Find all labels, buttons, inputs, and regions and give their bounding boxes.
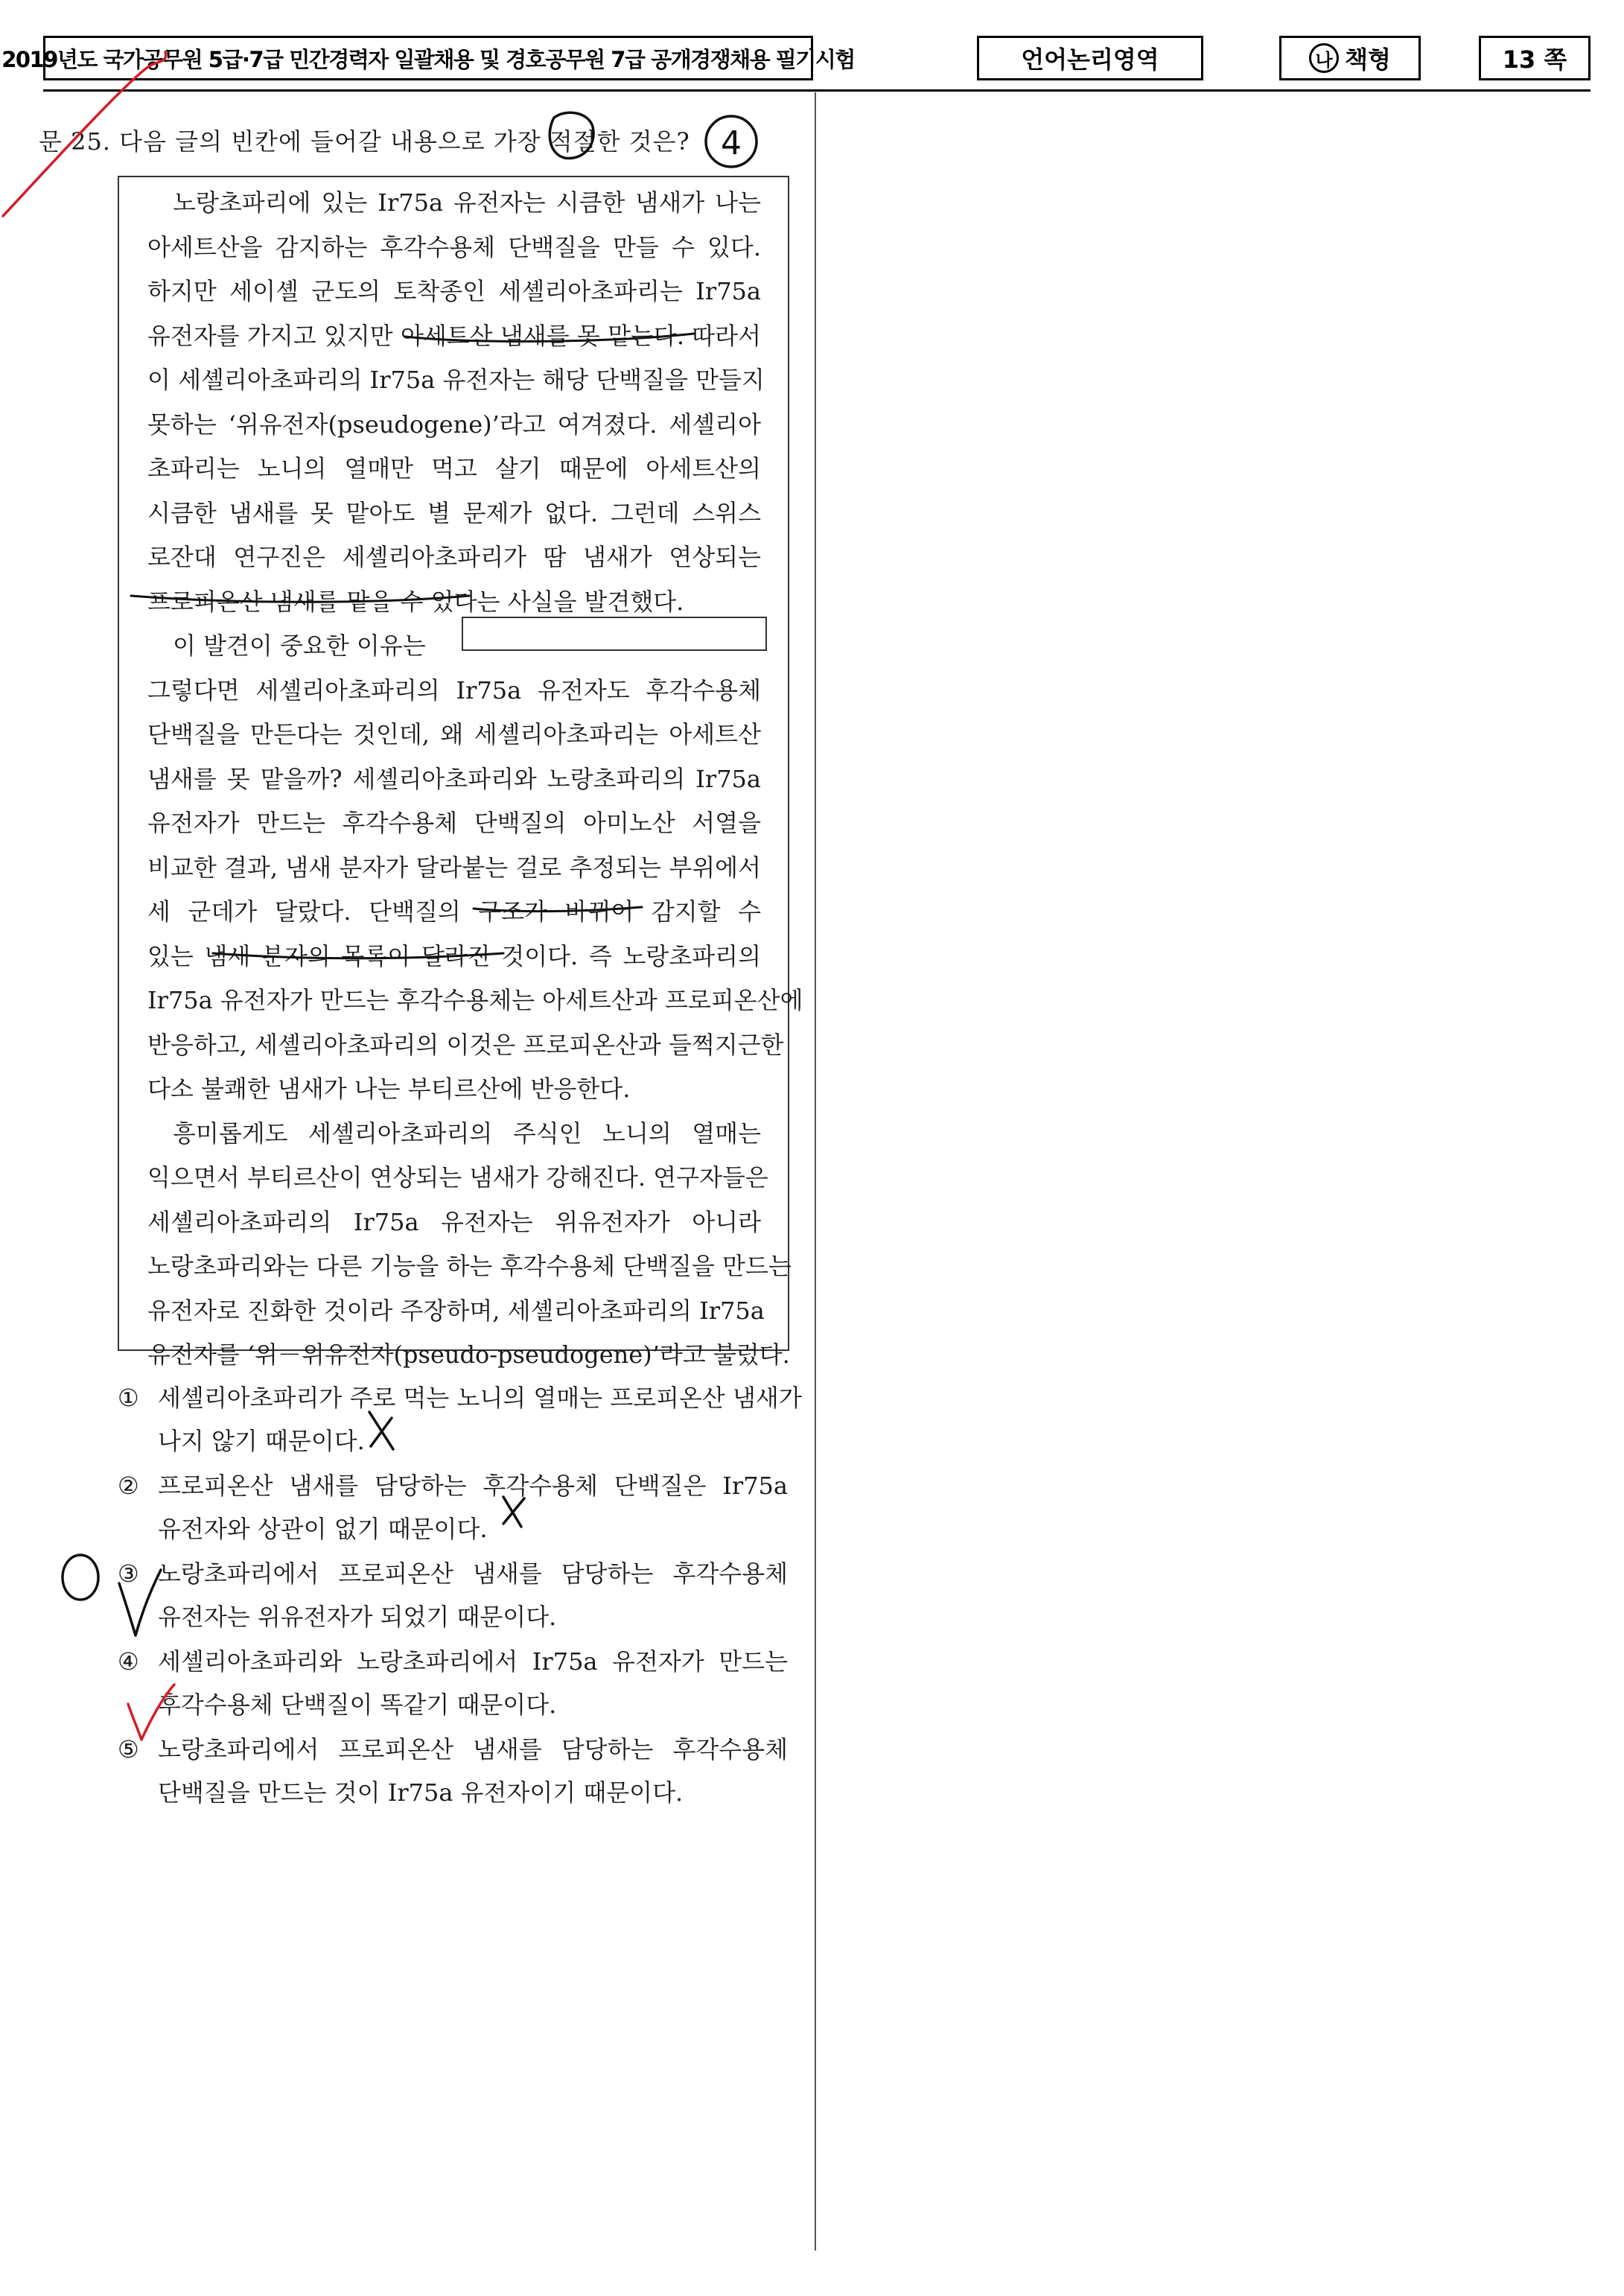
exam-title — [1, 36, 855, 80]
passage-line: 하지만 세이셸 군도의 토착종인 세셸리아초파리는 Ir75a — [147, 277, 761, 305]
choice-number: ⑤ — [118, 1735, 139, 1764]
choice-text-line-2: 단백질을 만드는 것이 Ir75a 유전자이기 때문이다. — [158, 1778, 684, 1807]
passage-line: 그렇다면 세셸리아초파리의 Ir75a 유전자도 후각수용체 — [147, 675, 761, 705]
passage-line: 초파리는 노니의 열매만 먹고 살기 때문에 아세트산의 — [147, 454, 761, 483]
choice-text-line-2: 나지 않기 때문이다. — [158, 1427, 365, 1455]
passage-line: 세셸리아초파리의 Ir75a 유전자는 위유전자가 아니라 — [147, 1207, 761, 1236]
booklet-type — [1279, 36, 1421, 80]
circle-mark-choice-3 — [63, 1555, 98, 1600]
passage-line: 다소 불쾌한 냄새가 나는 부티르산에 반응한다. — [147, 1075, 631, 1103]
column-divider — [815, 92, 816, 2251]
header-divider — [43, 89, 1590, 92]
passage-line: 익으면서 부티르산이 연상되는 냄새가 강해진다. 연구자들은 — [147, 1163, 768, 1192]
passage-line: 프로피온산 냄새를 맡을 수 있다는 사실을 발견했다. — [147, 587, 684, 616]
passage-line: 이 세셸리아초파리의 Ir75a 유전자는 해당 단백질을 만들지 — [147, 366, 765, 394]
section-label — [977, 36, 1203, 80]
choice-number: ④ — [118, 1647, 139, 1676]
passage-line: 단백질을 만든다는 것인데, 왜 세셸리아초파리는 아세트산 — [147, 720, 761, 748]
passage-box — [118, 176, 803, 1369]
passage-line: 유전자를 ‘위－위유전자(pseudo-pseudogene)’라고 불렀다. — [147, 1341, 790, 1369]
exam-title-text: 2019년도 국가공무원 5급·7급 민간경력자 일괄채용 및 경호공무원 7급 공개경쟁채용 필기시험 — [1, 46, 855, 72]
booklet-mark: 나 — [1309, 43, 1339, 73]
page-number — [1479, 36, 1590, 80]
choice-text-line-1: 세셸리아초파리가 주로 먹는 노니의 열매는 프로피온산 냄새가 — [158, 1384, 802, 1412]
passage-line: 냄새를 못 맡을까? 세셸리아초파리와 노랑초파리의 Ir75a — [147, 764, 761, 793]
passage-line: 못하는 ‘위유전자(pseudogene)’라고 여겨졌다. 세셸리아 — [147, 410, 761, 439]
booklet-suffix: 책형 — [1345, 45, 1391, 74]
passage-line: 노랑초파리와는 다른 기능을 하는 후각수용체 단백질을 만드는 — [147, 1252, 792, 1280]
choice-text-line-1: 노랑초파리에서 프로피온산 냄새를 담당하는 후각수용체 — [158, 1735, 788, 1764]
passage-line: 있는 냄새 분자의 목록이 달라진 것이다. 즉 노랑초파리의 — [147, 941, 761, 970]
passage-line: 시큼한 냄새를 못 맡아도 별 문제가 없다. 그런데 스위스 — [147, 498, 761, 527]
passage-line: 노랑초파리에 있는 Ir75a 유전자는 시큼한 냄새가 나는 — [173, 188, 761, 217]
blank-lead-in: 이 발견이 중요한 이유는 — [173, 632, 426, 660]
choice-text-line-2: 유전자는 위유전자가 되었기 때문이다. — [158, 1603, 557, 1631]
passage-line: 로잔대 연구진은 세셸리아초파리가 땀 냄새가 연상되는 — [147, 543, 761, 571]
answer-blank — [462, 617, 767, 651]
passage-line: Ir75a 유전자가 만드는 후각수용체는 아세트산과 프로피온산에 — [147, 986, 803, 1014]
choice-text-line-2: 유전자와 상관이 없기 때문이다. — [158, 1515, 488, 1543]
choice-text-line-2: 후각수용체 단백질이 똑같기 때문이다. — [158, 1691, 557, 1719]
question-number: 문 25. — [39, 127, 111, 156]
question-stem — [39, 124, 806, 159]
passage-line: 유전자로 진화한 것이라 주장하며, 세셸리아초파리의 Ir75a — [147, 1296, 765, 1325]
handwritten-answer-number: 4 — [721, 124, 742, 162]
choice-number: ③ — [118, 1559, 139, 1588]
choice-number: ② — [118, 1472, 139, 1500]
passage-line: 유전자가 만드는 후각수용체 단백질의 아미노산 서열을 — [147, 809, 761, 837]
choice-number: ① — [118, 1384, 139, 1412]
passage-line: 유전자를 가지고 있지만 아세트산 냄새를 못 맡는다. 따라서 — [147, 321, 761, 350]
passage-line: 아세트산을 감지하는 후각수용체 단백질을 만들 수 있다. — [147, 232, 761, 261]
page-number-text: 13 쪽 — [1502, 45, 1567, 74]
passage-line: 반응하고, 세셸리아초파리의 이것은 프로피온산과 들쩍지근한 — [147, 1030, 784, 1059]
choice-text-line-1: 노랑초파리에서 프로피온산 냄새를 담당하는 후각수용체 — [158, 1559, 788, 1588]
section-label-text: 언어논리영역 — [1021, 45, 1159, 74]
choice-text-line-1: 세셸리아초파리와 노랑초파리에서 Ir75a 유전자가 만드는 — [158, 1647, 788, 1676]
question-text: 다음 글의 빈칸에 들어갈 내용으로 가장 적절한 것은? — [119, 127, 690, 156]
passage-line: 흥미롭게도 세셸리아초파리의 주식인 노니의 열매는 — [173, 1119, 761, 1148]
choice-text-line-1: 프로피온산 냄새를 담당하는 후각수용체 단백질은 Ir75a — [158, 1472, 788, 1500]
passage-line: 비교한 결과, 냄새 분자가 달라붙는 걸로 추정되는 부위에서 — [147, 853, 761, 882]
passage-line: 세 군데가 달랐다. 단백질의 구조가 바뀌어 감지할 수 — [147, 897, 761, 926]
